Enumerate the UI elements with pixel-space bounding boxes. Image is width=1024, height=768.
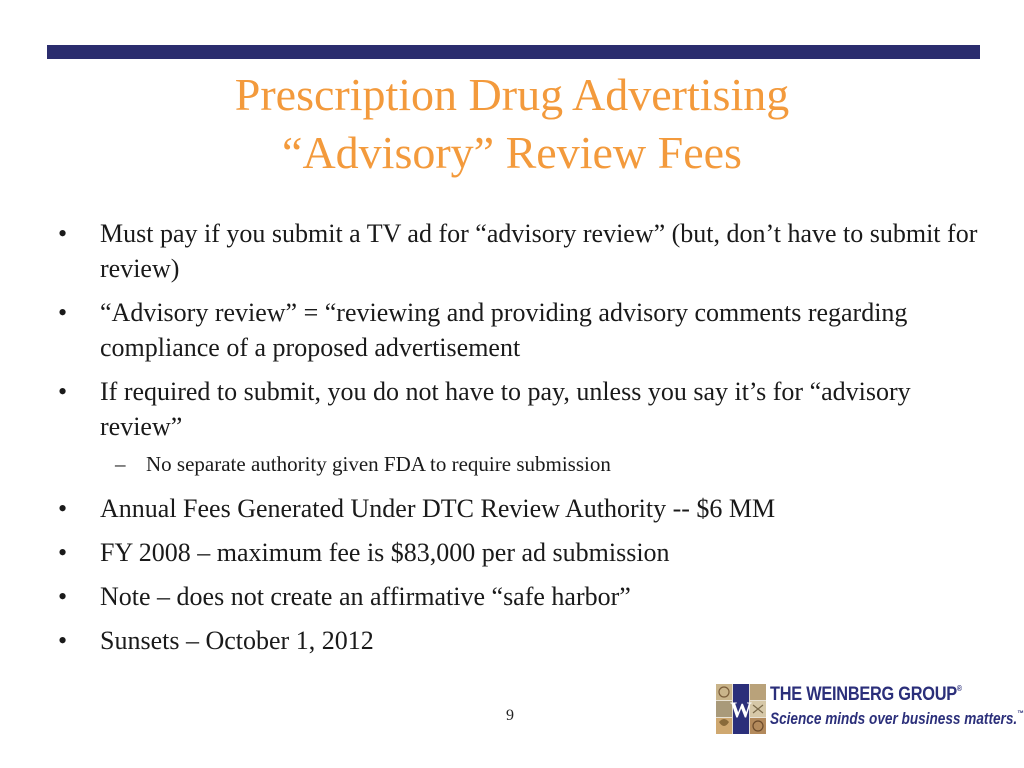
bullet-item (58, 295, 978, 365)
bullet-text: If required to submit, you do not have to pay, unless you say it’s for “advisory review” (100, 377, 911, 441)
bullet-text: Must pay if you submit a TV ad for “advisory review” (but, don’t have to submit for review) (100, 219, 978, 283)
registered-mark: ® (956, 684, 962, 693)
page-number: 9 (506, 707, 514, 724)
sub-bullet-dash-icon: – (115, 452, 126, 476)
bullet-dot-icon: • (58, 494, 68, 523)
bullet-text: Annual Fees Generated Under DTC Review Authority -- $6 MM (100, 494, 776, 523)
bullet-dot-icon: • (58, 298, 68, 327)
logo-company-name (770, 684, 962, 706)
top-divider-bar (47, 45, 980, 59)
bullet-dot-icon: • (58, 582, 68, 611)
slide-title (40, 66, 984, 182)
bullet-dot-icon: • (58, 377, 68, 406)
logo-mark-letter: W (730, 697, 752, 722)
sub-bullet-item (58, 450, 978, 478)
bullet-item (58, 623, 978, 658)
logo-tagline-text: Science minds over business matters. (770, 709, 1018, 728)
logo-tagline (770, 709, 1024, 729)
bullet-dot-icon: • (58, 538, 68, 567)
sub-bullet-text: No separate authority given FDA to require submission (146, 452, 611, 476)
weinberg-logo-mark-icon (716, 684, 766, 734)
bullet-text: FY 2008 – maximum fee is $83,000 per ad submission (100, 538, 670, 567)
bullet-item (58, 579, 978, 614)
bullet-text: Note – does not create an affirmative “safe harbor” (100, 582, 631, 611)
bullet-text: Sunsets – October 1, 2012 (100, 626, 374, 655)
bullet-item (58, 374, 978, 444)
trademark-mark: ™ (1017, 709, 1024, 718)
bullet-item (58, 216, 978, 286)
bullet-dot-icon: • (58, 219, 68, 248)
bullet-list (58, 216, 978, 667)
bullet-item (58, 491, 978, 526)
bullet-item (58, 535, 978, 570)
bullet-text: “Advisory review” = “reviewing and providing advisory comments regarding compliance of a proposed advertisement (100, 298, 908, 362)
bullet-dot-icon: • (58, 626, 68, 655)
logo-company-name-text: THE WEINBERG GROUP (770, 684, 957, 705)
title-line-1: Prescription Drug Advertising (234, 69, 790, 120)
title-line-2: “Advisory” Review Fees (282, 127, 742, 178)
weinberg-group-logo (716, 684, 1024, 736)
